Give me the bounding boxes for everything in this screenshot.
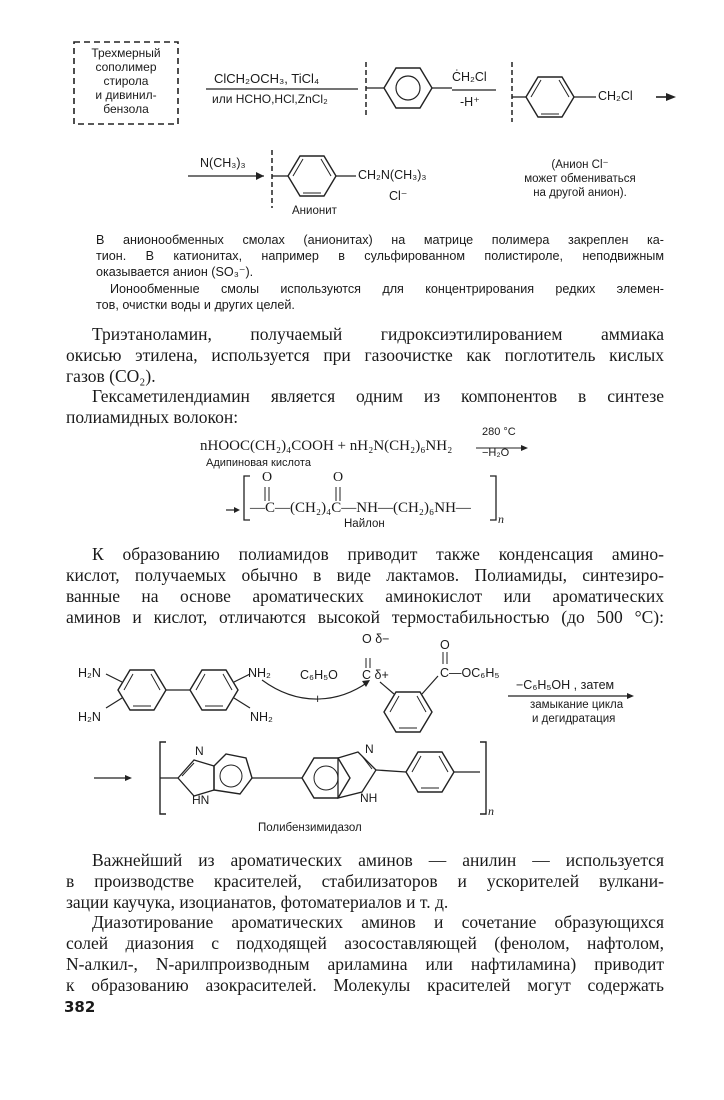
reagent-amine: N(CH₃)₃ bbox=[200, 156, 246, 170]
reagent-bottom: или HCHO,HCl,ZnCl₂ bbox=[212, 92, 328, 106]
pbi-o-right: O bbox=[440, 638, 450, 652]
anionite-group: CH₂N(CH₃)₃ bbox=[358, 168, 427, 182]
pbi-reagent-top: −C₆H₅OH , затем bbox=[516, 678, 615, 692]
nylon-o2: O bbox=[333, 470, 344, 485]
paragraph-polyamides: К образованию полиамидов приводит также конденсация амино- кислот, получаемых обычно в виде лактамов. Полиамиды, синтезиро- ванные на основе ароматических аминокислот или ароматических аминов и кислот, отличаются высокой термостабильностью (до 500 °C): bbox=[66, 544, 664, 627]
pbi-subscript-n: n bbox=[488, 804, 494, 818]
benzene-ring-2 bbox=[526, 77, 574, 117]
note-ion-exchange: В анионообменных смолах (анионитах) на матрице полимера закреплен ка- тион. В катионитах, например в сульфированном полистироле, неподвижным оказывается анион (SO₃⁻). bbox=[96, 233, 664, 279]
benzene-ring-6 bbox=[384, 692, 432, 732]
nylon-reaction: nHOOC(CH₂)₄COOH + nH₂N(CH₂)₆NH₂ bbox=[200, 438, 453, 454]
nylon-chain: —C—(CH₂)₄C—NH—(CH₂)₆NH— bbox=[250, 500, 471, 516]
pbi-n-top1: N bbox=[195, 744, 204, 758]
pbi-plus: + bbox=[314, 692, 322, 706]
benzene-ring-9 bbox=[406, 752, 454, 792]
product-group: CH₂Cl bbox=[598, 89, 633, 103]
pbi-label: Полибензимидазол bbox=[258, 822, 362, 834]
cation-label: ĊH₂Cl bbox=[452, 70, 487, 84]
scheme-polybenzimidazole bbox=[0, 630, 724, 840]
nylon-o1: O bbox=[262, 470, 273, 485]
pbi-graphics bbox=[0, 630, 724, 840]
pbi-ester-right: C—OC₆H₅ bbox=[440, 666, 500, 680]
pbi-n-top2: N bbox=[365, 742, 374, 756]
nylon-condition-bottom: −H₂O bbox=[482, 447, 510, 459]
nylon-subscript-n: n bbox=[498, 512, 504, 526]
pbi-delta-minus: O δ− bbox=[362, 632, 390, 646]
page-number: 382 bbox=[64, 998, 96, 1016]
adipic-acid-label: Адипиновая кислота bbox=[206, 457, 311, 469]
pbi-nh2-bottom: NH₂ bbox=[250, 710, 273, 724]
benzene-ring-5 bbox=[190, 670, 238, 710]
pbi-nh2-top: NH₂ bbox=[248, 666, 271, 680]
scheme-chloromethylation bbox=[0, 0, 724, 230]
minus-h: -H⁺ bbox=[460, 95, 480, 109]
pbi-delta-plus: C δ+ bbox=[362, 668, 389, 682]
nylon-condition-top: 280 °C bbox=[482, 426, 516, 438]
pbi-reagent-bottom-2: и дегидратация bbox=[532, 713, 616, 725]
anionite-label: Анионит bbox=[292, 205, 337, 217]
benzene-ring-4 bbox=[118, 670, 166, 710]
paragraph-hexamethylenediamine: Гексаметилендиамин является одним из компонентов в синтезе полиамидных волокон: bbox=[66, 386, 664, 427]
paragraph-triethanolamine: Триэтаноламин, получаемый гидроксиэтилированием аммиака окисью этилена, используется при газоочистке как поглотитель кислых газов (CO₂). bbox=[66, 324, 664, 386]
scheme-nylon bbox=[0, 420, 724, 532]
benzene-ring-8 bbox=[302, 758, 350, 798]
pbi-h2n-bottom: H₂N bbox=[78, 710, 101, 724]
pbi-reagent-bottom-1: замыкание цикла bbox=[530, 699, 624, 711]
pbi-hn: HN bbox=[192, 793, 210, 807]
note-ion-exchange-uses: Ионообменные смолы используются для концентрирования редких элемен- тов, очистки воды и других целей. bbox=[96, 282, 664, 312]
nylon-label: Найлон bbox=[344, 518, 385, 530]
anion-note: (Анион Cl⁻ может обмениваться на другой анион). bbox=[524, 159, 636, 199]
pbi-ester-left: C₆H₅O bbox=[300, 668, 338, 682]
copolymer-box-label: Трехмерный сополимер стирола и дивинил- бензола bbox=[91, 46, 161, 116]
pbi-h2n-top: H₂N bbox=[78, 666, 101, 680]
benzene-ring-1 bbox=[384, 68, 432, 108]
pbi-nh: NH bbox=[360, 791, 378, 805]
anionite-counter: Cl⁻ bbox=[389, 189, 408, 203]
benzene-ring-3 bbox=[288, 156, 336, 196]
reagent-top: ClCH₂OCH₃, TiCl₄ bbox=[214, 71, 320, 86]
paragraph-diazotization: Диазотирование ароматических аминов и сочетание образующихся солей диазония с подходящей азосоставляющей (фенолом, нафтолом, N-алкил-, N-арилпроизводным ариламина или нафтиламина) приводит к образованию азокрасителей. Молекулы красителей могут содержать bbox=[66, 912, 664, 995]
paragraph-aniline: Важнейший из ароматических аминов — анилин — используется в производстве красителей, стабилизаторов и ускорителей вулкани- зации каучука, изоцианатов, фотоматериалов и т. д. bbox=[66, 850, 664, 912]
